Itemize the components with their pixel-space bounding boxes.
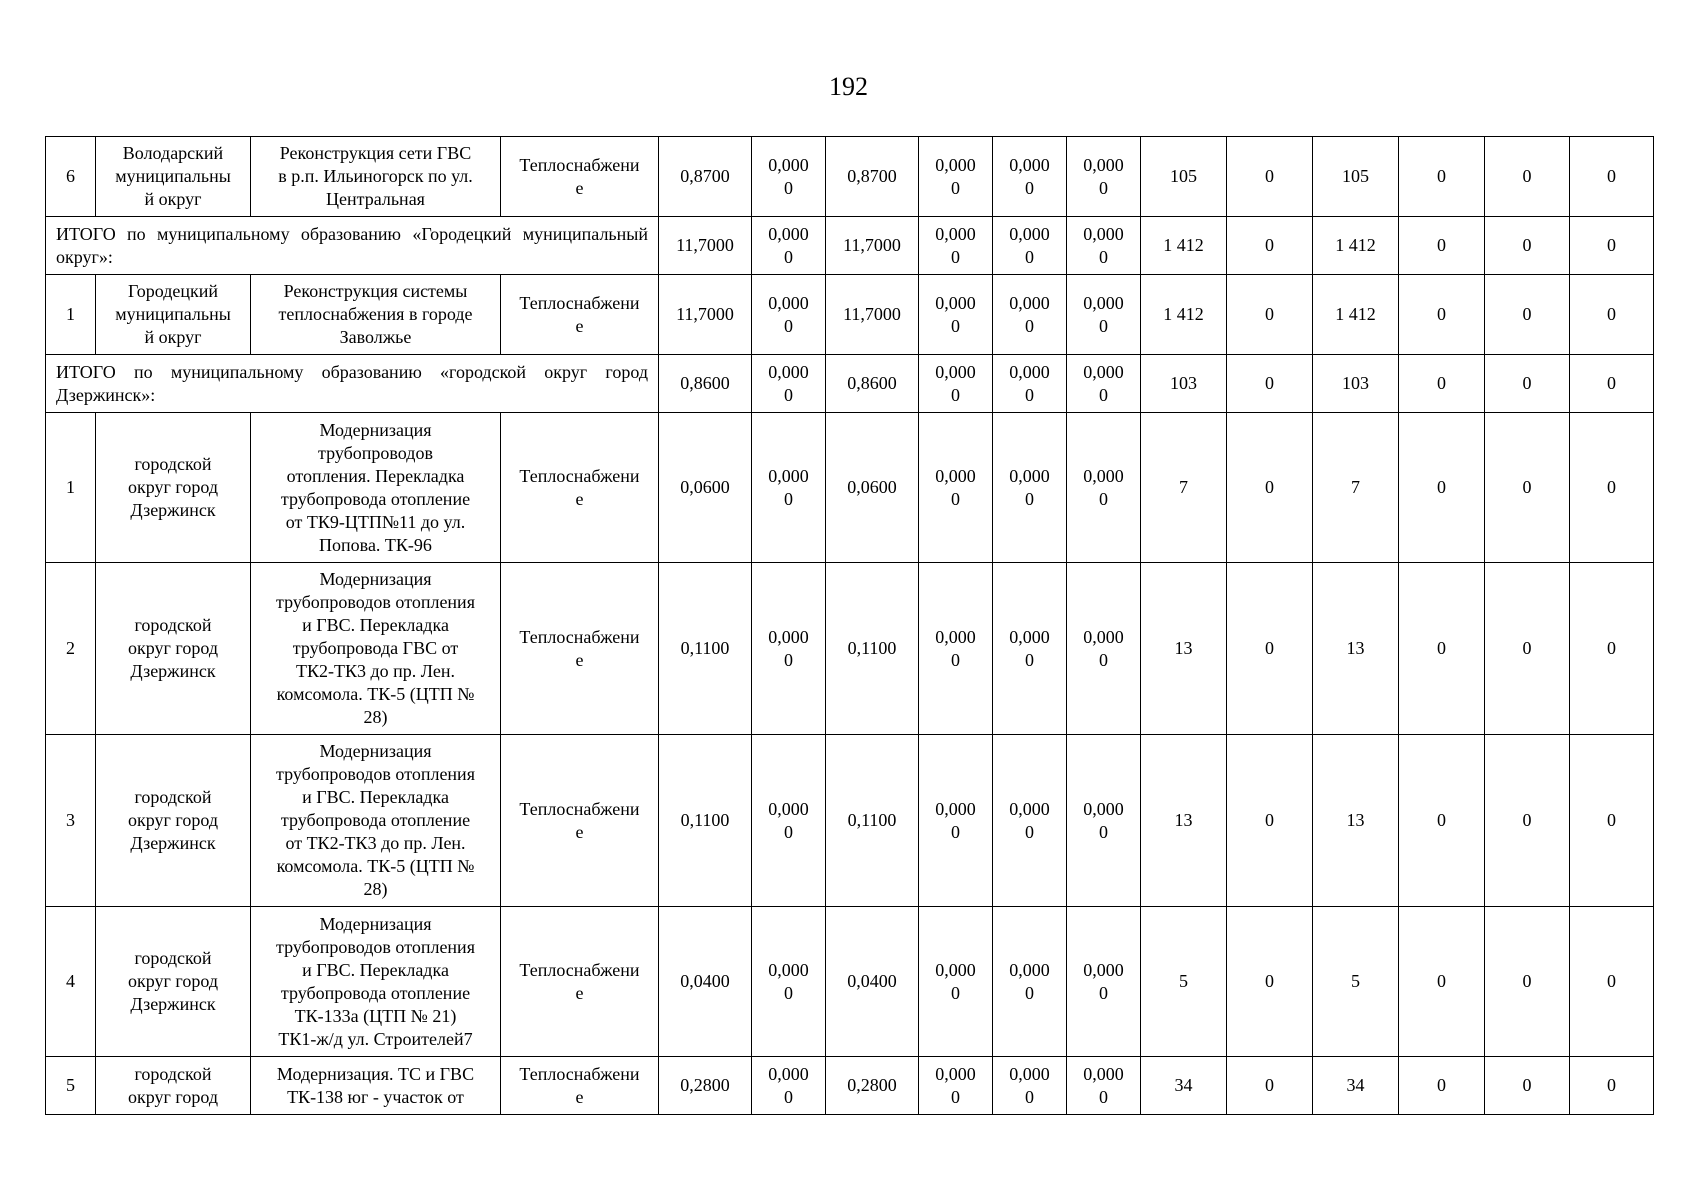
table-cell: Модернизация трубопроводов отопления и ГВС. Перекладка трубопровода ГВС от ТК2-ТК3 до пр. Лен. комсомола. ТК-5 (ЦТП № 28) <box>251 563 501 735</box>
table-cell: 0,0600 <box>826 413 919 563</box>
table-cell: 1 <box>46 413 96 563</box>
table-cell: Реконструкция сети ГВС в р.п. Ильиногорск по ул. Центральная <box>251 137 501 217</box>
table-cell: 0 <box>1227 217 1313 275</box>
table-row <box>46 1057 1654 1115</box>
table-cell: 0,000 0 <box>752 355 826 413</box>
table-cell: городской округ город <box>96 1057 251 1115</box>
table-cell: 0,000 0 <box>752 275 826 355</box>
table-cell: 0,000 0 <box>993 137 1067 217</box>
table-cell: 105 <box>1313 137 1399 217</box>
table-cell: 5 <box>1313 907 1399 1057</box>
table-cell: 0,000 0 <box>993 1057 1067 1115</box>
table-cell: 0 <box>1399 217 1485 275</box>
table-cell: 0,000 0 <box>993 275 1067 355</box>
table-cell: городской округ город Дзержинск <box>96 735 251 907</box>
table-cell: 0,000 0 <box>1067 355 1141 413</box>
table-cell: 0 <box>1485 217 1570 275</box>
table-cell: 13 <box>1141 563 1227 735</box>
table-cell: 0 <box>1227 413 1313 563</box>
table-cell: 0 <box>1485 563 1570 735</box>
table-row <box>46 413 1654 563</box>
table-row <box>46 137 1654 217</box>
table-cell: Теплоснабжени е <box>501 413 659 563</box>
investment-table <box>45 136 1654 1115</box>
table-cell: ИТОГО по муниципальному образованию «городской округ город Дзержинск»: <box>46 355 659 413</box>
table-cell: 0 <box>1485 355 1570 413</box>
table-cell: 1 <box>46 275 96 355</box>
table-cell: 34 <box>1313 1057 1399 1115</box>
table-cell: 0,000 0 <box>752 563 826 735</box>
table-cell: 0,000 0 <box>919 413 993 563</box>
table-row <box>46 563 1654 735</box>
table-cell: 0 <box>1227 907 1313 1057</box>
table-cell: 0 <box>1485 907 1570 1057</box>
table-cell: 0 <box>1227 355 1313 413</box>
table-cell: Теплоснабжени е <box>501 563 659 735</box>
table-cell: 13 <box>1313 735 1399 907</box>
table-cell: Реконструкция системы теплоснабжения в городе Заволжье <box>251 275 501 355</box>
table-cell: 0 <box>1570 355 1654 413</box>
table-cell: 0 <box>1227 735 1313 907</box>
table-cell: 0 <box>1399 137 1485 217</box>
table-cell: 0 <box>1485 1057 1570 1115</box>
table-cell: 0,1100 <box>826 563 919 735</box>
table-cell: 0 <box>1570 735 1654 907</box>
table-cell: 0,1100 <box>826 735 919 907</box>
table-cell: 0,000 0 <box>1067 137 1141 217</box>
table-cell: Теплоснабжени е <box>501 1057 659 1115</box>
table-cell: 0 <box>1399 413 1485 563</box>
table-cell: городской округ город Дзержинск <box>96 907 251 1057</box>
table-cell: 0,000 0 <box>752 413 826 563</box>
table-cell: 0,000 0 <box>1067 217 1141 275</box>
table-cell: 0,000 0 <box>752 137 826 217</box>
table-cell: 0 <box>1227 1057 1313 1115</box>
table-cell: 0,000 0 <box>752 217 826 275</box>
table-cell: 7 <box>1141 413 1227 563</box>
table-cell: 0,8600 <box>659 355 752 413</box>
table-cell: 0 <box>1227 563 1313 735</box>
table-cell: 0,000 0 <box>1067 907 1141 1057</box>
table-cell: 0,000 0 <box>1067 563 1141 735</box>
table-cell: 0 <box>1485 275 1570 355</box>
table-cell: 1 412 <box>1313 217 1399 275</box>
table-cell: Модернизация трубопроводов отопления. Перекладка трубопровода отопление от ТК9-ЦТП№11 до ул. Попова. ТК-96 <box>251 413 501 563</box>
table-cell: 0,1100 <box>659 563 752 735</box>
table-cell: 0 <box>1570 217 1654 275</box>
table-cell: 0,000 0 <box>752 907 826 1057</box>
table-cell: 0,0600 <box>659 413 752 563</box>
table-cell: 0,000 0 <box>919 217 993 275</box>
table-cell: Модернизация трубопроводов отопления и ГВС. Перекладка трубопровода отопление ТК-133а (ЦТП № 21) ТК1-ж/д ул. Строителей7 <box>251 907 501 1057</box>
table-cell: 0,000 0 <box>919 275 993 355</box>
table-cell: 0 <box>1227 275 1313 355</box>
table-cell: 0 <box>1570 563 1654 735</box>
table-cell: 6 <box>46 137 96 217</box>
table-cell: Володарский муниципальны й округ <box>96 137 251 217</box>
table-cell: 11,7000 <box>826 275 919 355</box>
table-cell: 0,000 0 <box>993 217 1067 275</box>
table-cell: Теплоснабжени е <box>501 907 659 1057</box>
table-cell: 0 <box>1399 1057 1485 1115</box>
table-cell: Теплоснабжени е <box>501 275 659 355</box>
table-cell: 0 <box>1227 137 1313 217</box>
table-cell: Теплоснабжени е <box>501 735 659 907</box>
table-cell: 0,000 0 <box>993 907 1067 1057</box>
table-cell: 0 <box>1485 413 1570 563</box>
table-cell: 0,000 0 <box>1067 1057 1141 1115</box>
table-cell: 0 <box>1570 1057 1654 1115</box>
table-cell: 0 <box>1485 735 1570 907</box>
table-cell: 5 <box>1141 907 1227 1057</box>
table-cell: 11,7000 <box>659 217 752 275</box>
table-cell: 3 <box>46 735 96 907</box>
table-cell: 1 412 <box>1141 275 1227 355</box>
table-cell: 0,000 0 <box>1067 413 1141 563</box>
total-row <box>46 217 1654 275</box>
table-cell: 4 <box>46 907 96 1057</box>
table-cell: 0,000 0 <box>1067 275 1141 355</box>
table-cell: городской округ город Дзержинск <box>96 413 251 563</box>
table-cell: 0,2800 <box>826 1057 919 1115</box>
table-cell: 0,000 0 <box>752 735 826 907</box>
table-cell: 0,0400 <box>659 907 752 1057</box>
table-cell: 105 <box>1141 137 1227 217</box>
table-cell: 0 <box>1570 137 1654 217</box>
table-cell: 0,000 0 <box>919 735 993 907</box>
table-cell: ИТОГО по муниципальному образованию «Городецкий муниципальный округ»: <box>46 217 659 275</box>
table-cell: 0 <box>1570 275 1654 355</box>
table-cell: 0 <box>1570 413 1654 563</box>
table-cell: 7 <box>1313 413 1399 563</box>
table-cell: 0 <box>1570 907 1654 1057</box>
table-cell: 0,000 0 <box>993 735 1067 907</box>
table-cell: 0,000 0 <box>1067 735 1141 907</box>
table-cell: 0,8700 <box>659 137 752 217</box>
table-cell: 0,000 0 <box>919 137 993 217</box>
table-cell: 0,8700 <box>826 137 919 217</box>
table-cell: Модернизация. ТС и ГВС ТК-138 юг - участок от <box>251 1057 501 1115</box>
table-cell: 1 412 <box>1141 217 1227 275</box>
table-cell: 0 <box>1485 137 1570 217</box>
table-cell: 13 <box>1141 735 1227 907</box>
table-cell: 0,8600 <box>826 355 919 413</box>
table-body <box>46 137 1654 1115</box>
table-cell: 0 <box>1399 275 1485 355</box>
table-cell: 0,000 0 <box>919 907 993 1057</box>
table-cell: 0 <box>1399 907 1485 1057</box>
table-cell: 103 <box>1313 355 1399 413</box>
table-cell: 34 <box>1141 1057 1227 1115</box>
table-cell: Теплоснабжени е <box>501 137 659 217</box>
table-cell: 0,000 0 <box>993 355 1067 413</box>
table-cell: 11,7000 <box>659 275 752 355</box>
table-cell: 0 <box>1399 735 1485 907</box>
table-cell: 0,000 0 <box>752 1057 826 1115</box>
table-cell: 0 <box>1399 355 1485 413</box>
table-cell: 0,000 0 <box>919 563 993 735</box>
table-cell: 11,7000 <box>826 217 919 275</box>
table-row <box>46 907 1654 1057</box>
table-cell: 0,000 0 <box>919 355 993 413</box>
table-cell: 0,1100 <box>659 735 752 907</box>
page-number: 192 <box>829 72 868 101</box>
table-cell: 1 412 <box>1313 275 1399 355</box>
table-row <box>46 735 1654 907</box>
table-cell: 0,000 0 <box>919 1057 993 1115</box>
table-row <box>46 275 1654 355</box>
table-cell: 13 <box>1313 563 1399 735</box>
table-cell: 0,0400 <box>826 907 919 1057</box>
total-row <box>46 355 1654 413</box>
table-cell: 0,2800 <box>659 1057 752 1115</box>
table-cell: 103 <box>1141 355 1227 413</box>
table-cell: Городецкий муниципальны й округ <box>96 275 251 355</box>
table-cell: 0,000 0 <box>993 413 1067 563</box>
table-cell: Модернизация трубопроводов отопления и ГВС. Перекладка трубопровода отопление от ТК2-ТК3 до пр. Лен. комсомола. ТК-5 (ЦТП № 28) <box>251 735 501 907</box>
table-cell: 0 <box>1399 563 1485 735</box>
table-cell: 0,000 0 <box>993 563 1067 735</box>
table-cell: городской округ город Дзержинск <box>96 563 251 735</box>
table-cell: 5 <box>46 1057 96 1115</box>
table-cell: 2 <box>46 563 96 735</box>
